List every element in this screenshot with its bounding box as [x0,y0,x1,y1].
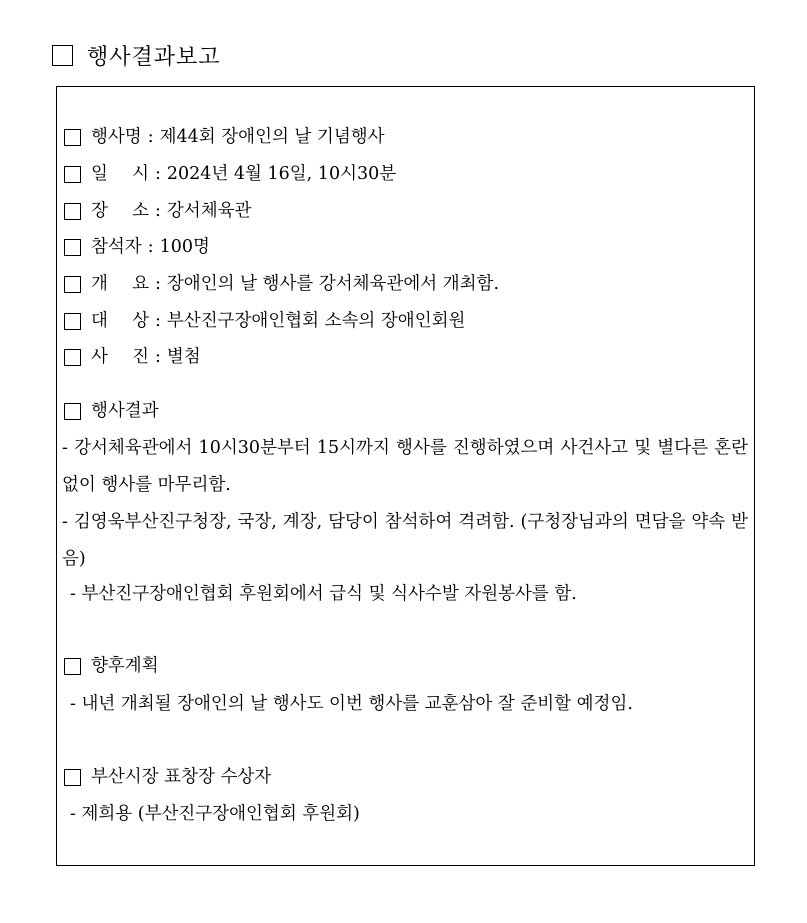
award-item-1: - 제희용 (부산진구장애인협회 후원회) [70,804,360,824]
target-row [64,309,465,333]
award-heading [64,765,271,789]
checkbox-square-icon [64,349,81,366]
photo-value: 별첨 [166,347,201,367]
photo-row [64,345,201,369]
colon-separator: : [155,201,161,221]
summary-value: 장애인의 날 행사를 강서체육관에서 개최함. [166,274,500,294]
photo-label-a: 사 [91,347,108,367]
checkbox-square-icon [64,313,81,330]
attendees-value: 100명 [159,237,210,257]
plan-heading [64,654,159,678]
results-heading [64,399,159,423]
event-date-label-a: 일 [91,164,108,184]
results-item-2: - 김영욱부산진구청장, 국장, 계장, 담당이 참석하여 격려함. (구청장님과의 면담을 약속 받음) [62,512,748,569]
event-place-value: 강서체육관 [166,201,252,221]
checkbox-square-icon [64,166,81,183]
checkbox-square-icon [64,403,81,420]
colon-separator: : [155,164,161,184]
results-item-1: - 강서체육관에서 10시30분부터 15시까지 행사를 진행하였으며 사건사고 및 별다른 혼란 없이 행사를 마무리함. [62,438,748,495]
event-place-label [91,199,149,223]
attendees-row [64,235,210,259]
event-name-label: 행사명 [91,127,142,147]
plan-item-1: - 내년 개최될 장애인의 날 행사도 이번 행사를 교훈삼아 잘 준비할 예정임. [70,694,633,714]
colon-separator: : [155,311,161,331]
checkbox-square-icon [64,769,81,786]
summary-label [91,272,149,296]
results-item-3: - 부산진구장애인협회 후원회에서 급식 및 식사수발 자원봉사를 함. [70,584,577,604]
event-place-row [64,199,251,223]
plan-heading-text: 향후계획 [91,656,159,676]
colon-separator: : [155,274,161,294]
target-value: 부산진구장애인협회 소속의 장애인회원 [166,311,466,331]
event-place-label-b: 소 [132,201,149,221]
award-heading-text: 부산시장 표창장 수상자 [91,767,272,787]
event-place-label-a: 장 [91,201,108,221]
checkbox-square-icon [64,658,81,675]
summary-row [64,272,499,296]
event-date-row [64,162,396,186]
checkbox-square-icon [64,239,81,256]
summary-label-b: 요 [132,274,149,294]
event-date-label [91,162,149,186]
event-name-value: 제44회 장애인의 날 기념행사 [159,127,385,147]
target-label-b: 상 [132,311,149,331]
event-date-value: 2024년 4월 16일, 10시30분 [166,164,397,184]
document-title [52,40,221,71]
checkbox-square-icon [64,203,81,220]
results-heading-text: 행사결과 [91,401,159,421]
photo-label [91,345,149,369]
checkbox-square-icon [52,45,73,66]
photo-label-b: 진 [132,347,149,367]
colon-separator: : [155,347,161,367]
event-name-row [64,125,385,149]
document-title-text: 행사결과보고 [87,45,221,70]
checkbox-square-icon [64,276,81,293]
checkbox-square-icon [64,129,81,146]
colon-separator: : [147,237,154,257]
colon-separator: : [147,127,154,147]
summary-label-a: 개 [91,274,108,294]
target-label [91,309,149,333]
target-label-a: 대 [91,311,108,331]
event-date-label-b: 시 [132,164,149,184]
attendees-label: 참석자 [91,237,142,257]
